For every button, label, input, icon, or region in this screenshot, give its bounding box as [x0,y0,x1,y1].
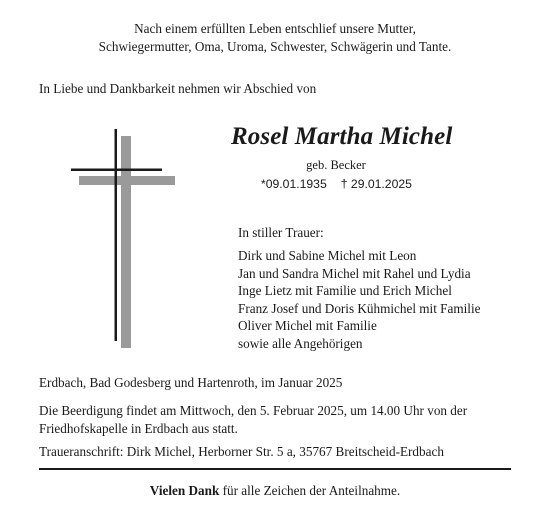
divider [39,468,511,470]
birth-date: *09.01.1935 [261,177,327,191]
cross-vertical [115,129,118,341]
maiden-name: geb. Becker [306,158,366,172]
mourner-item: Franz Josef und Doris Kühmichel mit Familie [238,300,481,316]
mourner-item: sowie alle Angehörigen [238,335,363,351]
thanks-rest: für alle Zeichen der Anteilnahme. [219,483,401,498]
intro-line-2: Schwiegermutter, Oma, Uroma, Schwester, Schwägerin und Tante. [98,38,452,54]
funeral-info [39,402,467,437]
cross-horizontal [71,169,162,172]
mourner-item: Dirk und Sabine Michel mit Leon [238,248,417,263]
mourner-item: Oliver Michel mit Familie [238,318,377,333]
mourner-item: Jan und Sandra Michel mit Rahel und Lydia [238,265,471,281]
cross-shadow-vertical [121,136,131,348]
cross-shadow-horizontal [79,176,175,185]
funeral-line-2: Friedhofskapelle in Erdbach aus statt. [39,420,238,436]
life-dates [261,176,412,193]
thanks-bold: Vielen Dank [149,483,220,498]
mourning-address: Traueranschrift: Dirk Michel, Herborner Str. 5 a, 35767 Breitscheid-Erdbach [39,444,444,459]
place-date: Erdbach, Bad Godesberg und Hartenroth, im Januar 2025 [39,375,343,390]
mourning-heading: In stiller Trauer: [238,225,324,240]
mourner-item: Inge Lietz mit Familie und Erich Michel [238,283,452,298]
intro-line-1: Nach einem erfüllten Leben entschlief unsere Mutter, [134,21,416,36]
mourners-list [238,247,480,352]
thanks-line [0,482,550,499]
funeral-line-1: Die Beerdigung findet am Mittwoch, den 5. Februar 2025, um 14.00 Uhr von der [39,403,468,418]
deceased-name: Rosel Martha Michel [231,123,453,150]
farewell-line: In Liebe und Dankbarkeit nehmen wir Abschied von [39,81,317,96]
death-date: † 29.01.2025 [340,177,412,191]
